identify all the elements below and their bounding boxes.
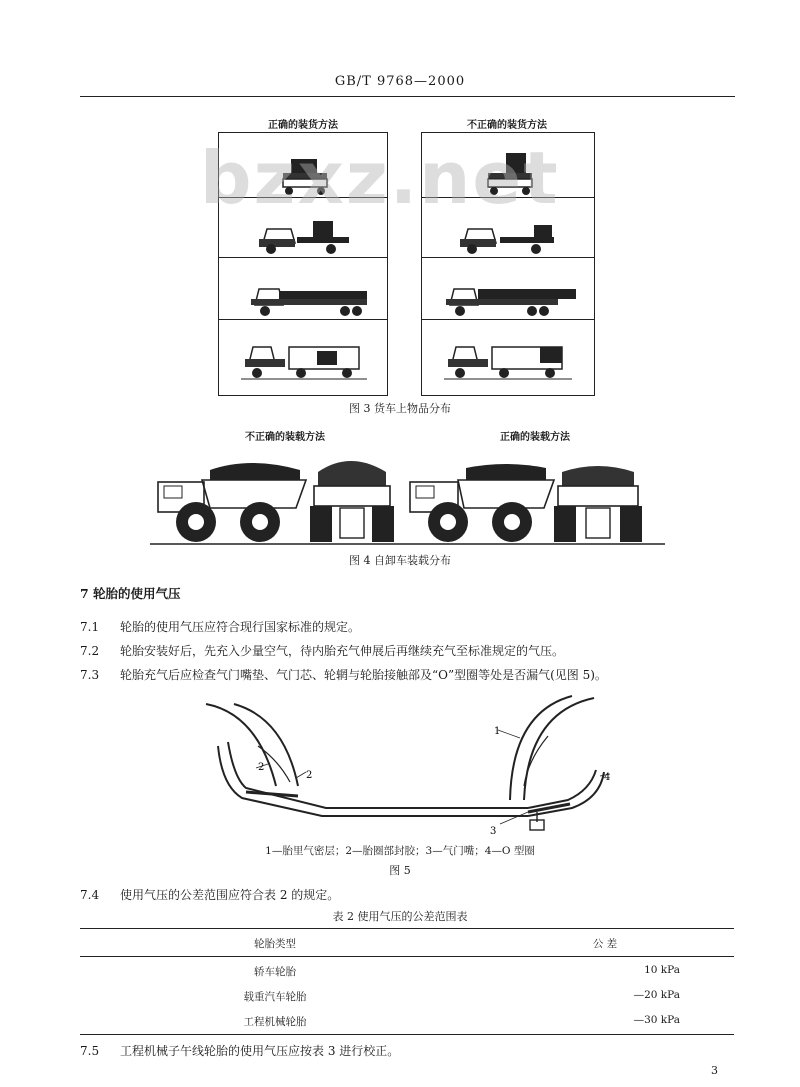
header-value: 公 差 <box>592 938 618 950</box>
paragraph-number: 7.2 <box>80 644 100 658</box>
header-type: 轮胎类型 <box>254 938 296 950</box>
paragraph-text: 轮胎的使用气压应符合现行国家标准的规定。 <box>120 620 361 634</box>
dump-truck-illustration <box>150 446 665 548</box>
fig4-caption: 图 4 自卸车装载分布 <box>349 554 451 567</box>
fig5-label-1: 1 <box>494 726 501 737</box>
header-rule <box>80 96 735 97</box>
paragraph-number: 7.1 <box>80 620 100 634</box>
paragraph-7-5 <box>80 1042 399 1059</box>
table-header-row <box>80 930 734 955</box>
cell-type: 工程机械轮胎 <box>243 1016 307 1028</box>
fig5-label-2b: 2 <box>306 770 313 781</box>
table2-caption: 表 2 使用气压的公差范围表 <box>332 910 468 923</box>
paragraph-number: 7.5 <box>80 1044 100 1058</box>
paragraph-text: 轮胎充气后应检查气门嘴垫、气门芯、轮辋与轮胎接触部及“O”型圈等处是否漏气(见图 5)。 <box>120 668 607 682</box>
paragraph-7-1 <box>80 618 360 635</box>
watermark: bzxz.net <box>200 136 560 220</box>
section-heading: 7 轮胎的使用气压 <box>80 586 181 601</box>
fig4-left-title: 不正确的装载方法 <box>245 432 325 443</box>
paragraph-7-3 <box>80 666 607 683</box>
fig5-legend: 1—胎里气密层；2—胎圈部封胶；3—气门嘴；4—O 型圈 <box>265 845 535 857</box>
cell-value: 10 kPa <box>644 964 680 976</box>
table-row <box>80 958 734 983</box>
fig3-left-title: 正确的装货方法 <box>268 120 338 131</box>
cell-value: —30 kPa <box>633 1014 680 1026</box>
cell-type: 载重汽车轮胎 <box>243 991 307 1003</box>
fig5-label-2a: 2 <box>258 762 265 773</box>
table-row <box>80 983 734 1008</box>
paragraph-number: 7.4 <box>80 888 100 902</box>
paragraph-7-2 <box>80 642 564 659</box>
fig4-right-title: 正确的装载方法 <box>500 432 570 443</box>
paragraph-text: 轮胎安装好后，先充入少量空气，待内胎充气伸展后再继续充气至标准规定的气压。 <box>120 644 565 658</box>
page-number: 3 <box>711 1064 718 1077</box>
fig3-right-title: 不正确的装货方法 <box>467 120 547 131</box>
fig5-caption: 图 5 <box>389 864 411 877</box>
fig5-label-3: 3 <box>490 826 497 837</box>
table-row <box>80 1008 734 1033</box>
fig3-caption: 图 3 货车上物品分布 <box>349 402 451 415</box>
standard-number: GB/T 9768—2000 <box>334 74 466 89</box>
tire-bead-diagram <box>198 690 618 840</box>
paragraph-text: 使用气压的公差范围应符合表 2 的规定。 <box>120 888 340 902</box>
fig5-label-4: 4 <box>604 772 611 783</box>
cell-type: 轿车轮胎 <box>254 966 296 978</box>
paragraph-text: 工程机械子午线轮胎的使用气压应按表 3 进行校正。 <box>120 1044 400 1058</box>
paragraph-7-4 <box>80 886 339 903</box>
cell-value: —20 kPa <box>633 989 680 1001</box>
paragraph-number: 7.3 <box>80 668 100 682</box>
